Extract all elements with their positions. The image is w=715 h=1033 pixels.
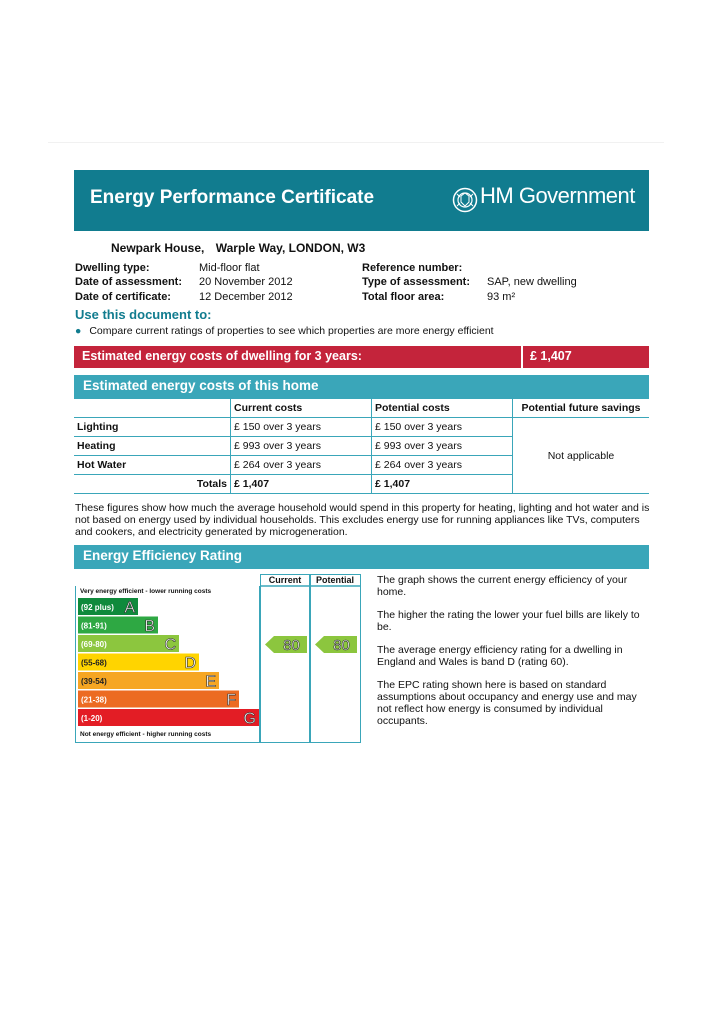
row-potential: £ 993 over 3 years	[372, 437, 513, 456]
page-top-rule	[48, 142, 664, 143]
header-potential-costs: Potential costs	[372, 399, 513, 418]
current-rating-label: 80	[283, 637, 300, 654]
col-current-label: Current	[268, 575, 302, 585]
property-address	[111, 241, 373, 255]
rating-bands	[78, 598, 259, 728]
use-document-bullet	[75, 325, 494, 337]
detail-label: Date of assessment:	[75, 276, 182, 288]
costs-section-header	[74, 375, 649, 399]
page-title: Energy Performance Certificate	[90, 187, 375, 208]
row-current: £ 150 over 3 years	[231, 418, 372, 437]
rating-band-g	[78, 709, 259, 726]
table-header-row	[74, 399, 649, 418]
totals-current: £ 1,407	[231, 475, 372, 494]
explanation-paragraph: The higher the rating the lower your fuel bills are likely to be.	[377, 609, 640, 633]
band-letter-label: F	[226, 692, 236, 709]
explanation-paragraph: The average energy efficiency rating for a dwelling in England and Wales is band D (rating 60).	[377, 644, 623, 668]
efficiency-rating-chart	[75, 574, 361, 743]
band-range-label: (69-80)	[81, 640, 107, 649]
detail-value: 20 November 2012	[199, 276, 293, 288]
row-label: Lighting	[74, 418, 231, 437]
detail-value: 12 December 2012	[199, 291, 293, 303]
table-row	[74, 418, 649, 437]
bullet-icon: ●	[75, 325, 82, 337]
costs-section-title: Estimated energy costs of this home	[83, 378, 319, 393]
efficiency-explanation	[377, 574, 652, 738]
band-range-label: (21-38)	[81, 695, 107, 705]
costs-note: These figures show how much the average household would spend in this property for heating, lighting and hot water and is not based on energy used by individual households. This excludes energy use for running appliances like TVs, computers and cookers, and electricity generated by microgeneration.	[75, 502, 650, 538]
header-potential-savings: Potential future savings	[513, 399, 650, 418]
chart-header-blank	[75, 574, 260, 586]
header-banner	[74, 170, 649, 231]
savings-value: Not applicable	[513, 418, 650, 494]
detail-label: Reference number:	[362, 262, 463, 274]
detail-label: Date of certificate:	[75, 291, 171, 303]
estimated-3yr-label: Estimated energy costs of dwelling for 3 years:	[82, 349, 362, 363]
detail-label: Dwelling type:	[75, 262, 150, 274]
band-letter-label: G	[243, 710, 256, 728]
totals-label: Totals	[74, 475, 231, 494]
efficiency-section-header	[74, 545, 649, 569]
use-document-heading: Use this document to:	[75, 307, 212, 322]
totals-potential: £ 1,407	[372, 475, 513, 494]
band-letter-label: C	[164, 636, 176, 654]
detail-label: Type of assessment:	[362, 276, 471, 288]
col-potential-label: Potential	[315, 575, 355, 585]
estimated-3yr-bar	[74, 346, 649, 368]
explanation-paragraph: The graph shows the current energy efficiency of your home.	[377, 574, 628, 598]
band-letter-label: D	[184, 655, 196, 672]
potential-rating-label: 80	[333, 637, 350, 654]
band-letter-label: A	[124, 599, 135, 617]
row-potential: £ 264 over 3 years	[372, 456, 513, 475]
detail-label: Total floor area:	[362, 291, 445, 303]
band-range-label: (81-91)	[81, 621, 107, 631]
efficiency-section-title: Energy Efficiency Rating	[83, 548, 243, 563]
band-letter-label: E	[205, 673, 216, 691]
table-header-blank	[74, 399, 231, 418]
top-caption: Very energy efficient - lower running costs	[80, 588, 212, 595]
band-letter-label: B	[144, 618, 155, 635]
estimated-3yr-value: £ 1,407	[530, 349, 572, 363]
row-current: £ 264 over 3 years	[231, 456, 372, 475]
address-line-2: Warple Way, LONDON, W3	[215, 241, 366, 255]
band-range-label: (55-68)	[81, 658, 107, 668]
band-range-label: (1-20)	[81, 714, 103, 723]
address-line-1: Newpark House,	[111, 241, 205, 255]
bullet-text: Compare current ratings of properties to see which properties are more energy efficient	[89, 325, 494, 337]
divider	[521, 346, 523, 368]
detail-value: 93 m²	[487, 291, 516, 303]
band-range-label: (92 plus)	[81, 603, 114, 612]
detail-value: SAP, new dwelling	[487, 276, 577, 288]
detail-value: Mid-floor flat	[199, 262, 260, 274]
row-label: Heating	[74, 437, 231, 456]
costs-table	[74, 399, 649, 494]
row-label: Hot Water	[74, 456, 231, 475]
explanation-paragraph: The EPC rating shown here is based on standard assumptions about occupancy and energy use and may not reflect how energy is consumed by individual occupants.	[377, 679, 637, 727]
row-current: £ 993 over 3 years	[231, 437, 372, 456]
band-range-label: (39-54)	[81, 677, 107, 686]
hm-government-logo: HM Government	[480, 183, 635, 208]
header-current-costs: Current costs	[231, 399, 372, 418]
bottom-caption: Not energy efficient - higher running costs	[80, 731, 212, 738]
royal-crest-icon	[452, 187, 478, 213]
row-potential: £ 150 over 3 years	[372, 418, 513, 437]
